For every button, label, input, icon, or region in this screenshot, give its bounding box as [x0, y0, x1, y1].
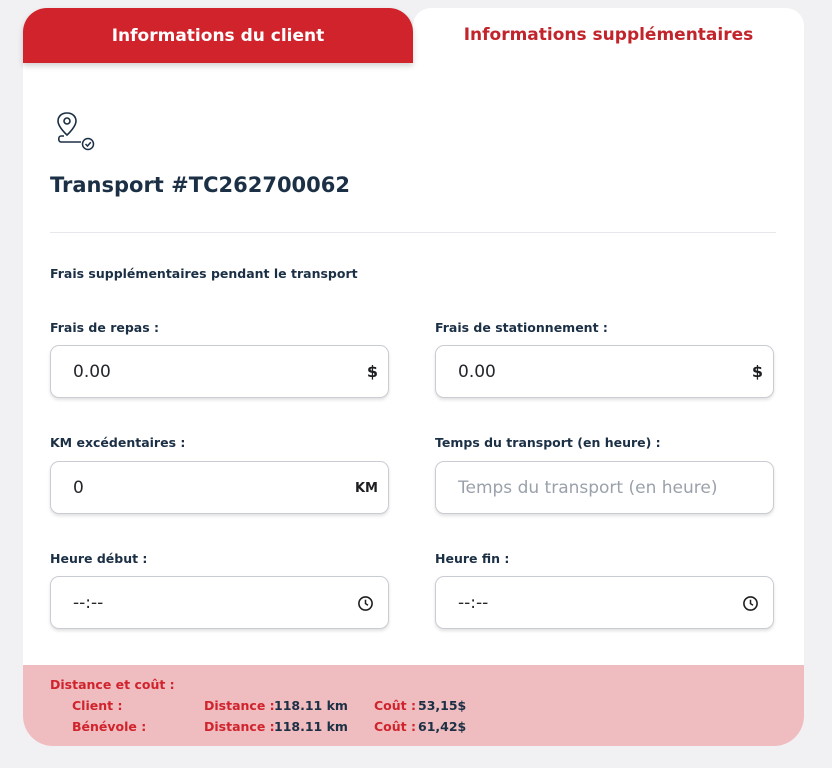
parking-fee-currency: $ — [751, 362, 763, 381]
volunteer-distance-value: 118.11 km — [274, 719, 348, 734]
volunteer-label: Bénévole : — [72, 719, 147, 734]
section-subtitle: Frais supplémentaires pendant le transport — [50, 266, 358, 281]
parking-fee-label: Frais de stationnement : — [435, 320, 608, 335]
start-time-label: Heure début : — [50, 551, 148, 566]
summary-title: Distance et coût : — [50, 677, 175, 692]
tab-additional-info-label: Informations supplémentaires — [463, 25, 754, 45]
meal-fee-label: Frais de repas : — [50, 320, 160, 335]
end-time-value: --:-- — [458, 593, 489, 613]
parking-fee-input[interactable] — [435, 345, 774, 398]
volunteer-distance-label: Distance : — [204, 719, 275, 734]
tab-client-info[interactable] — [23, 8, 413, 63]
client-distance-label: Distance : — [204, 698, 275, 713]
end-time-input[interactable] — [435, 576, 774, 629]
volunteer-cost-label: Coût : — [374, 719, 416, 734]
client-label: Client : — [72, 698, 123, 713]
parking-fee-value: 0.00 — [458, 362, 496, 382]
duration-input[interactable] — [435, 461, 774, 514]
start-time-input[interactable] — [50, 576, 389, 629]
duration-placeholder: Temps du transport (en heure) — [458, 478, 718, 498]
extra-km-input[interactable] — [50, 461, 389, 514]
clock-icon[interactable] — [357, 595, 374, 612]
end-time-label: Heure fin : — [435, 551, 510, 566]
client-cost-label: Coût : — [374, 698, 416, 713]
transport-card — [23, 60, 804, 746]
page-title: Transport #TC262700062 — [50, 173, 350, 197]
divider — [50, 232, 776, 233]
extra-km-value: 0 — [73, 478, 84, 498]
tab-additional-info[interactable] — [413, 8, 804, 63]
extra-km-unit: KM — [354, 481, 378, 496]
meal-fee-currency: $ — [366, 362, 378, 381]
meal-fee-value: 0.00 — [73, 362, 111, 382]
client-cost-value: 53,15$ — [418, 698, 467, 713]
route-check-icon — [55, 110, 95, 152]
duration-label: Temps du transport (en heure) : — [435, 435, 661, 450]
clock-icon[interactable] — [742, 595, 759, 612]
distance-cost-summary — [23, 665, 804, 746]
start-time-value: --:-- — [73, 593, 104, 613]
volunteer-cost-value: 61,42$ — [418, 719, 467, 734]
client-distance-value: 118.11 km — [274, 698, 348, 713]
meal-fee-input[interactable] — [50, 345, 389, 398]
tab-client-info-label: Informations du client — [111, 25, 325, 46]
extra-km-label: KM excédentaires : — [50, 435, 186, 450]
